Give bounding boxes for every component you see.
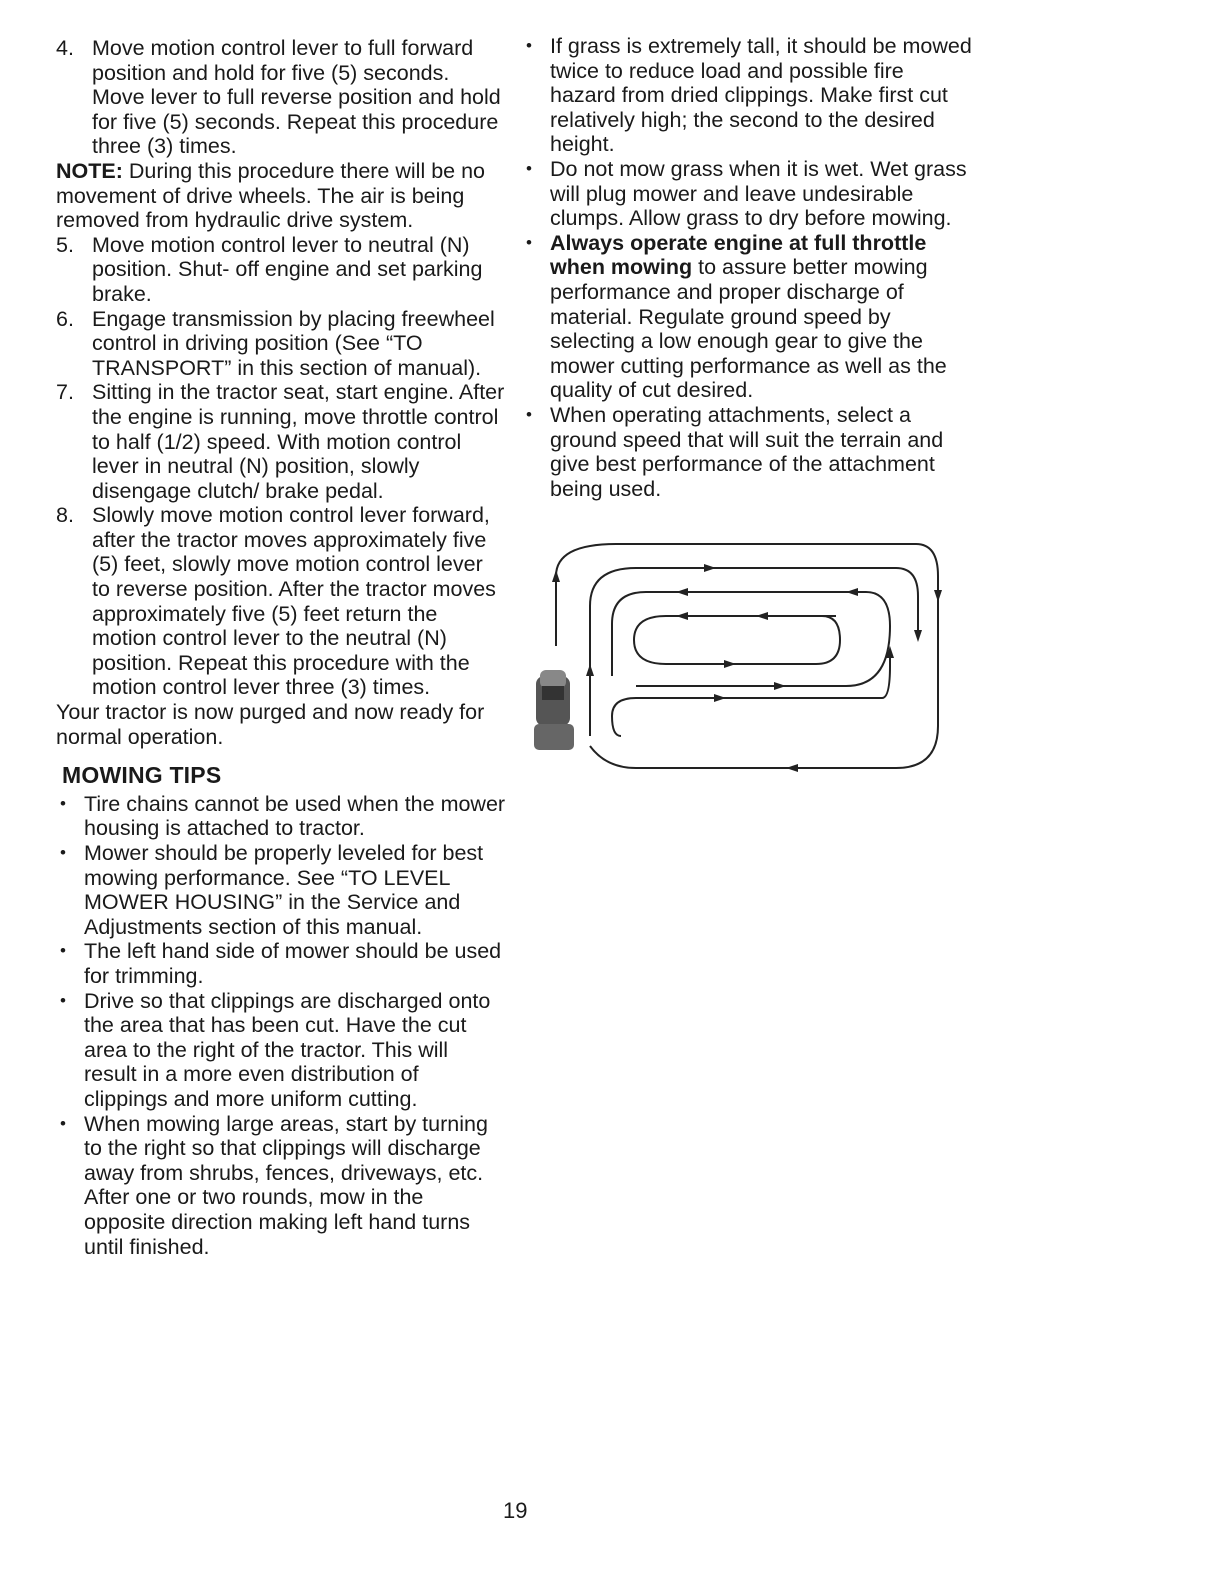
arrow-icon <box>756 612 768 620</box>
bullet-icon: • <box>60 793 66 813</box>
bullet-icon: • <box>60 1113 66 1133</box>
arrow-icon <box>586 664 594 676</box>
section-heading: MOWING TIPS <box>62 762 222 789</box>
tip-item <box>522 403 972 501</box>
bullet-icon: • <box>526 36 532 55</box>
note-paragraph <box>56 159 506 233</box>
arrow-icon <box>774 682 786 690</box>
tip-item <box>522 157 972 231</box>
step-number: 6. <box>56 306 74 331</box>
step-text: Slowly move motion control lever forward, after the tractor moves approximately five (5) feet, slowly move motion control lever to reverse position. After the tractor moves approximately five (5) feet return the motion control lever to the neutral (N) position. Repeat this procedure with the motion control lever three (3) times. <box>92 503 496 700</box>
arrow-icon <box>714 694 726 702</box>
step-8 <box>56 503 506 700</box>
tip-text: Tire chains cannot be used when the mower housing is attached to tractor. <box>84 791 506 841</box>
tip-bold-text: Always operate engine at full throttle when mowing <box>550 230 927 280</box>
arrow-icon <box>724 660 736 668</box>
step-4 <box>56 36 506 159</box>
arrow-icon <box>846 588 858 596</box>
left-column <box>56 36 506 1259</box>
bullet-icon: • <box>60 941 66 961</box>
step-number: 7. <box>56 380 74 405</box>
tractor-icon <box>534 670 574 750</box>
step-5 <box>56 233 506 307</box>
arrow-icon <box>786 764 798 772</box>
tip-text: The left hand side of mower should be used for trimming. <box>84 939 502 988</box>
arrow-icon <box>676 588 688 596</box>
bullet-icon: • <box>526 158 532 178</box>
path-bottom-return <box>612 654 890 736</box>
bullet-icon: • <box>526 232 532 252</box>
tip-item <box>522 34 972 157</box>
step-number: 4. <box>56 36 74 60</box>
step-text: Move motion control lever to full forward position and hold for five (5) seconds. Move lever to full reverse position and hold for five (5) seconds. Repeat this procedure three (3) times. <box>92 36 501 159</box>
arrow-icon <box>934 590 942 602</box>
tip-item <box>56 939 506 988</box>
bullet-icon: • <box>60 990 66 1010</box>
closing-paragraph: Your tractor is now purged and now ready for normal operation. <box>56 700 485 749</box>
step-number: 8. <box>56 503 74 528</box>
path-inner-loop <box>634 616 840 664</box>
arrow-icon <box>914 630 922 642</box>
tip-item <box>56 989 506 1112</box>
mowing-pattern-diagram <box>526 536 956 776</box>
tip-text: Drive so that clippings are discharged onto the area that has been cut. Have the cut area to the right of the tractor. This will result in a more even distribution of clippings and more uniform cutting. <box>84 988 491 1111</box>
tip-item <box>56 1112 506 1260</box>
path-outer-loop <box>556 544 938 768</box>
bullet-icon: • <box>526 404 532 424</box>
step-7 <box>56 380 506 503</box>
step-6 <box>56 307 506 381</box>
tip-item <box>522 231 972 403</box>
tip-text: When operating attachments, select a ground speed that will suit the terrain and give best performance of the attachment being used. <box>550 402 944 501</box>
step-text: Sitting in the tractor seat, start engine. After the engine is running, move throttle control to half (1/2) speed. With motion control lever in neutral (N) position, slowly disengage clutch/ brake pedal. <box>92 380 505 503</box>
tip-text: Do not mow grass when it is wet. Wet grass will plug mower and leave undesirable clumps. Allow grass to dry before mowing. <box>550 156 967 231</box>
step-text: Move motion control lever to neutral (N) position. Shut- off engine and set parking brake. <box>92 232 483 306</box>
tip-text: Mower should be properly leveled for best mowing performance. See “TO LEVEL MOWER HOUSING” in the Service and Adjustments section of this manual. <box>84 841 484 939</box>
arrow-icon <box>676 612 688 620</box>
tip-text: If grass is extremely tall, it should be mowed twice to reduce load and possible fire hazard from dried clippings. Make first cut relatively high; the second to the desired height. <box>550 34 972 157</box>
tip-text: When mowing large areas, start by turning to the right so that clippings will discharge away from shrubs, fences, driveways, etc. After one or two rounds, mow in the opposite direction making left hand turns until finished. <box>84 1111 488 1259</box>
arrow-icon <box>704 564 716 572</box>
bullet-icon: • <box>60 843 66 862</box>
step-text: Engage transmission by placing freewheel control in driving position (See “TO TRANSPORT” in this section of manual). <box>92 306 495 380</box>
note-label: NOTE: <box>56 158 123 183</box>
step-number: 5. <box>56 232 74 257</box>
right-column <box>522 34 972 501</box>
arrow-icon <box>552 570 560 582</box>
tip-item <box>56 841 506 939</box>
path-third-loop <box>612 592 890 686</box>
tip-item <box>56 792 506 841</box>
note-text: During this procedure there will be no movement of drive wheels. The air is being removed from hydraulic drive system. <box>56 158 485 233</box>
page-number: 19 <box>503 1498 528 1523</box>
tip-text: to assure better mowing performance and proper discharge of material. Regulate ground speed by selecting a low enough gear to give the mower cutting performance as well as the quality of cut desired. <box>550 255 947 403</box>
